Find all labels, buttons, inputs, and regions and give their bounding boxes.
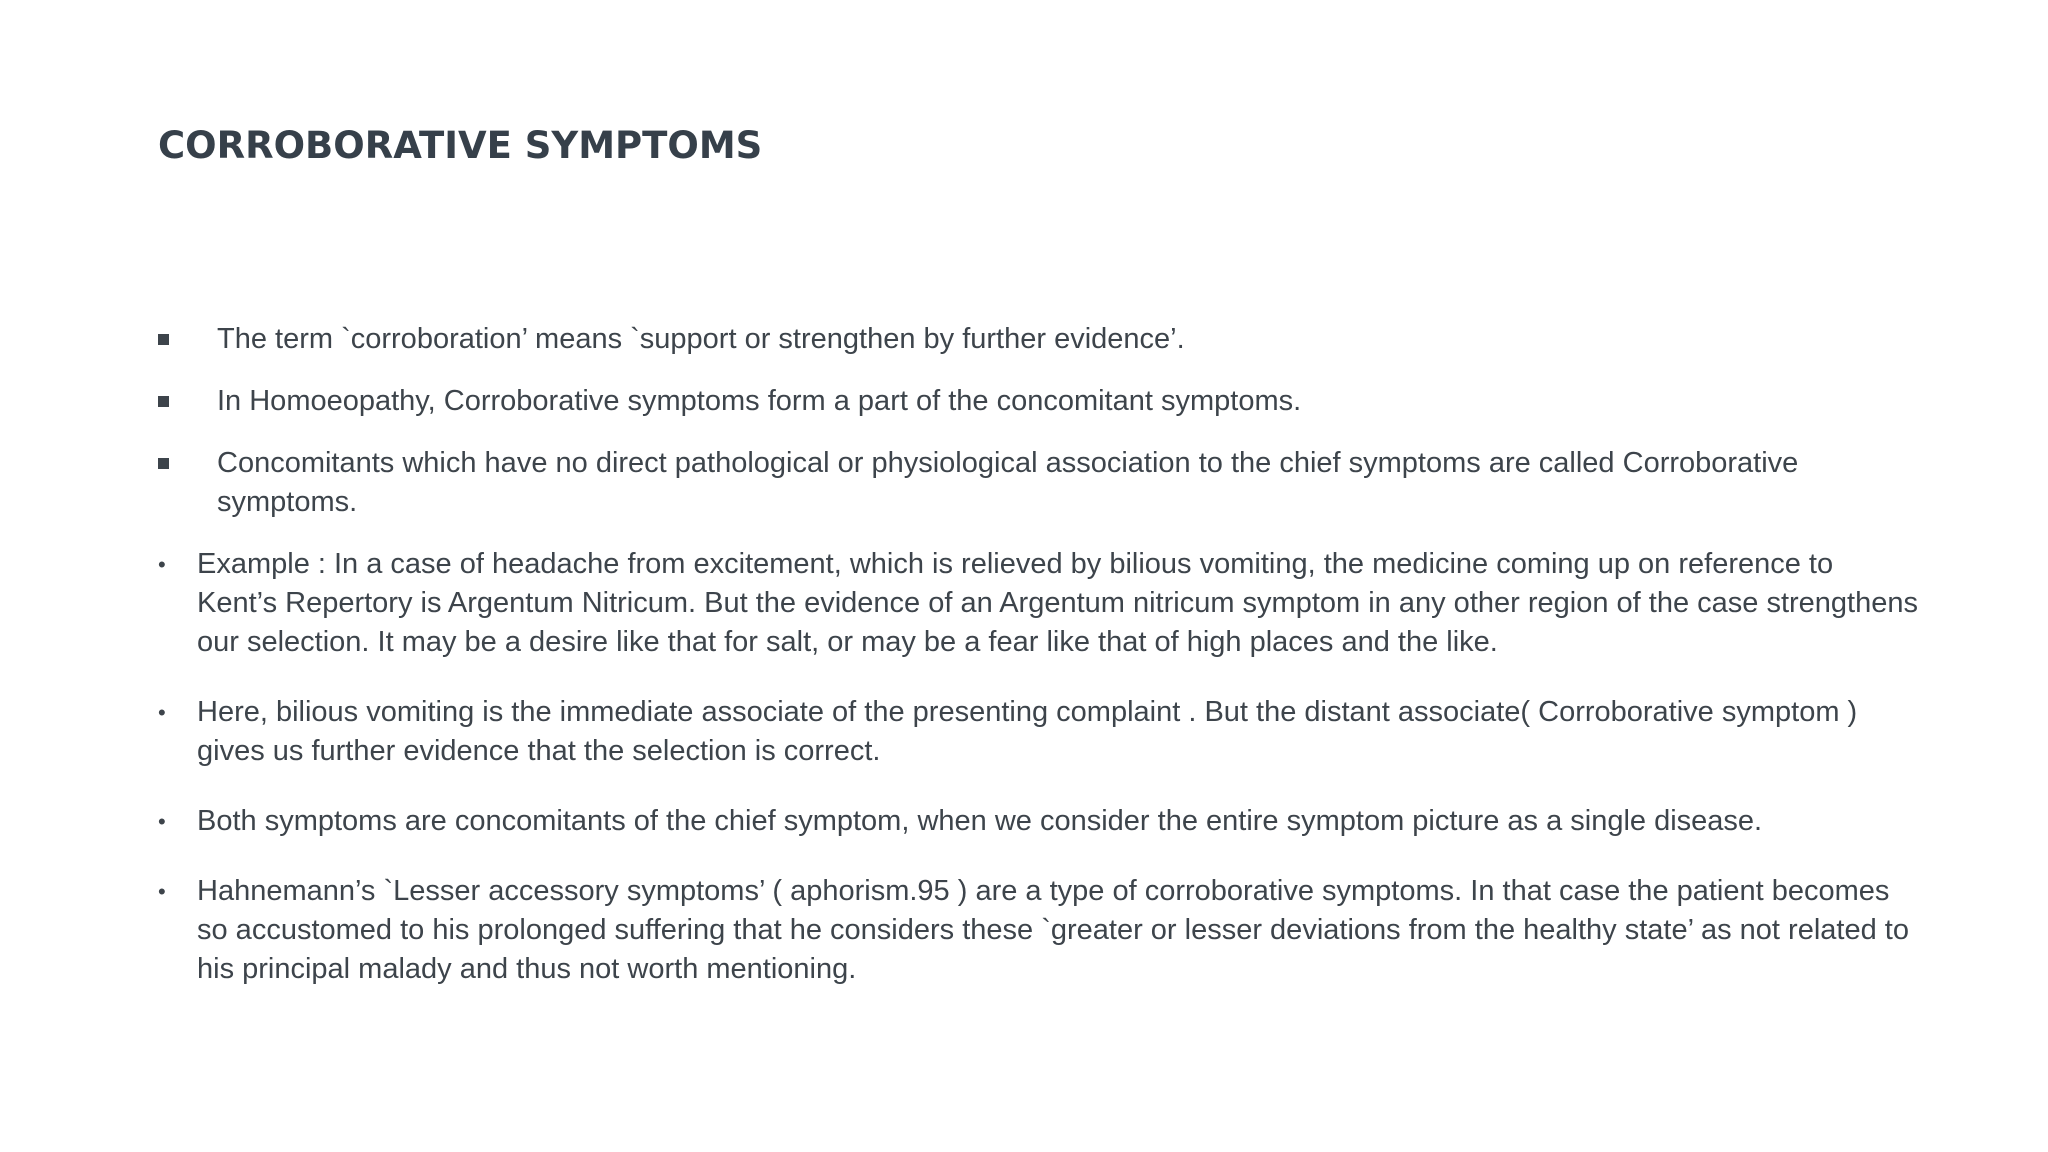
bullet-list bbox=[158, 320, 1918, 989]
bullet-item-2 bbox=[158, 382, 1918, 421]
square-bullet-icon bbox=[158, 458, 169, 469]
bullet-text: The term `corroboration’ means `support or strengthen by further evidence’. bbox=[217, 323, 1185, 355]
square-bullet-icon bbox=[158, 396, 169, 407]
bullet-item-7 bbox=[158, 872, 1918, 989]
bullet-item-5 bbox=[158, 693, 1918, 771]
dot-bullet-icon: • bbox=[158, 879, 166, 904]
bullet-item-4 bbox=[158, 545, 1918, 662]
slide-title: CORROBORATIVE SYMPTOMS bbox=[158, 124, 763, 167]
bullet-item-1 bbox=[158, 320, 1918, 359]
bullet-text: Concomitants which have no direct pathological or physiological association to the chief symptoms are called Corroborative symptoms. bbox=[217, 447, 1799, 518]
square-bullet-icon bbox=[158, 334, 169, 345]
bullet-item-6 bbox=[158, 802, 1918, 841]
dot-bullet-icon: • bbox=[158, 809, 166, 834]
dot-bullet-icon: • bbox=[158, 700, 166, 725]
bullet-item-3 bbox=[158, 444, 1918, 522]
dot-bullet-icon: • bbox=[158, 552, 166, 577]
bullet-text: Here, bilious vomiting is the immediate associate of the presenting complaint . But the distant associate( Corroborative symptom ) gives us further evidence that the selection is correct. bbox=[197, 696, 1858, 767]
bullet-text: Hahnemann’s `Lesser accessory symptoms’ ( aphorism.95 ) are a type of corroborative symptoms. In that case the patient becomes so accustomed to his prolonged suffering that he considers these `greater or lesser deviations from the healthy state’ as not related to his principal malady and thus not worth mentioning. bbox=[197, 875, 1909, 985]
bullet-text: In Homoeopathy, Corroborative symptoms form a part of the concomitant symptoms. bbox=[217, 385, 1302, 417]
bullet-text: Both symptoms are concomitants of the chief symptom, when we consider the entire symptom picture as a single disease. bbox=[197, 805, 1763, 837]
bullet-text: Example : In a case of headache from excitement, which is relieved by bilious vomiting, the medicine coming up on reference to Kent’s Repertory is Argentum Nitricum. But the evidence of an Argentum nitricum symptom in any other region of the case strengthens our selection. It may be a desire like that for salt, or may be a fear like that of high places and the like. bbox=[197, 548, 1918, 658]
